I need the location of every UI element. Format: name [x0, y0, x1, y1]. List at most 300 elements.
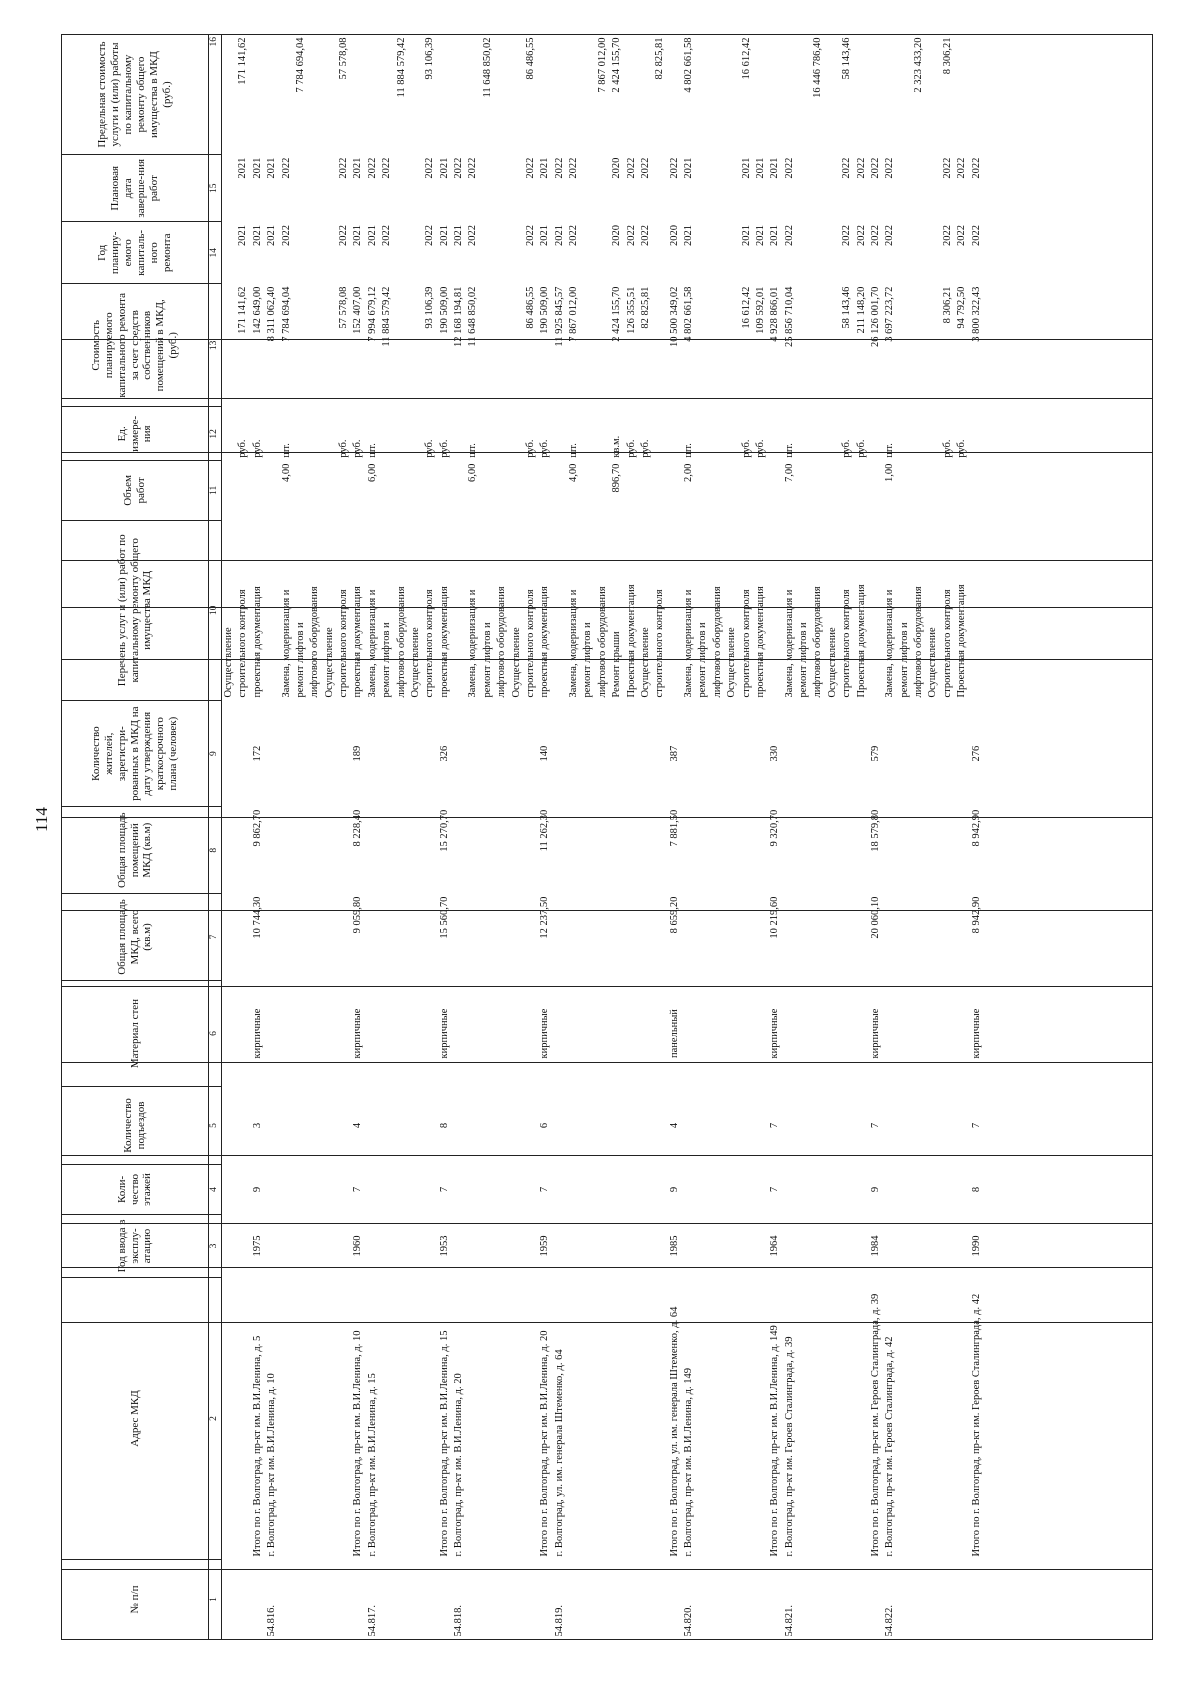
- cell-col-4: [826, 1164, 840, 1214]
- cell-col-6: [682, 980, 696, 1086]
- column-header-9: Количество жителей, зарегистри-рованных в МКД на дату утверждения краткосрочного плана (человек): [62, 701, 209, 807]
- cell-col-6: [323, 980, 337, 1086]
- cell-col-5: [395, 1087, 409, 1165]
- cell-col-15: 2022: [869, 157, 881, 179]
- cell-col-1: [668, 1560, 682, 1640]
- column-divider: [61, 1223, 1153, 1224]
- cell-col-4: [409, 1164, 423, 1214]
- cell-col-14: 2022: [869, 224, 881, 246]
- column-header-15: Плановая дата заверше-ния работ: [62, 155, 209, 222]
- cell-col-15: [912, 155, 926, 222]
- cell-col-8: [294, 807, 308, 894]
- cell-col-7: 20 060,10: [869, 896, 881, 939]
- cell-col-7: [711, 894, 725, 981]
- cell-col-14: [797, 222, 811, 284]
- cell-col-5: [883, 1087, 897, 1165]
- cell-col-11: [826, 461, 840, 520]
- cell-col-7: 12 237,50: [539, 896, 551, 939]
- cell-col-14: 2022: [424, 224, 436, 246]
- cell-col-1: [323, 1560, 337, 1640]
- cell-col-9: [912, 701, 926, 807]
- cell-col-12: руб.: [754, 439, 766, 458]
- cell-col-11: [481, 461, 495, 520]
- cell-col-11: [754, 461, 768, 520]
- cell-col-10: ремонт лифтов и: [582, 622, 594, 698]
- cell-col-8: [265, 807, 279, 894]
- cell-col-6: [653, 980, 667, 1086]
- cell-col-6: [409, 980, 423, 1086]
- cell-col-1: [926, 1560, 940, 1640]
- cell-col-8: [740, 807, 754, 894]
- cell-col-15: [811, 155, 825, 222]
- cell-col-2: Итого по г. Волгоград, пр-кт им. В.И.Ленина, д. 149: [769, 1325, 781, 1557]
- cell-col-15: 2022: [625, 157, 637, 179]
- cell-col-4: [466, 1164, 480, 1214]
- cell-col-1: [466, 1560, 480, 1640]
- cell-col-7: 9 059,80: [352, 896, 364, 934]
- cell-col-4: [783, 1164, 797, 1214]
- cell-col-15: [898, 155, 912, 222]
- cell-col-16: 8 306,21: [941, 37, 953, 75]
- cell-col-8: [337, 807, 351, 894]
- cell-col-10: Замена, модернизация и: [280, 589, 292, 698]
- cell-col-4: [236, 1164, 250, 1214]
- cell-col-4: [754, 1164, 768, 1214]
- cell-col-13: 3 697 223,72: [884, 286, 896, 342]
- cell-col-4: [581, 1164, 595, 1214]
- table-row: [466, 35, 480, 1640]
- cell-col-2: [481, 1277, 495, 1559]
- cell-col-14: [581, 222, 595, 284]
- column-number-16: 16: [209, 35, 222, 155]
- cell-col-1: [639, 1560, 653, 1640]
- cell-col-13: [811, 284, 825, 407]
- column-header-6: Материал стен: [62, 980, 209, 1086]
- cell-col-15: [653, 155, 667, 222]
- cell-col-7: [323, 894, 337, 981]
- cell-col-11: [438, 461, 452, 520]
- cell-col-4: [481, 1164, 495, 1214]
- cell-col-5: [366, 1087, 380, 1165]
- cell-col-14: [826, 222, 840, 284]
- cell-col-9: [495, 701, 509, 807]
- cell-col-2: [567, 1277, 581, 1559]
- cell-col-10: строительного контроля: [237, 589, 249, 698]
- cell-col-4: [610, 1164, 624, 1214]
- column-header-13: Стоимость планируемого капитального ремонта за счет средств собственников помещений в МКД, (руб.): [62, 284, 209, 407]
- cell-col-10: Замена, модернизация и: [683, 589, 694, 698]
- cell-col-14: [926, 222, 940, 284]
- cell-col-9: [682, 701, 696, 807]
- cell-col-10: Замена, модернизация и: [366, 589, 378, 698]
- cell-col-12: руб.: [855, 439, 867, 458]
- cell-col-16: [783, 35, 797, 155]
- cell-col-10: лифтового оборудования: [711, 586, 723, 698]
- cell-col-16: 16 446 786,40: [812, 37, 824, 98]
- cell-col-9: [596, 701, 610, 807]
- cell-col-5: [452, 1087, 466, 1165]
- cell-col-7: 8 659,20: [668, 896, 680, 934]
- cell-col-2: [409, 1277, 423, 1559]
- cell-col-4: [740, 1164, 754, 1214]
- cell-col-2: [294, 1277, 308, 1559]
- cell-col-4: [840, 1164, 854, 1214]
- cell-col-1: [970, 1560, 984, 1640]
- cell-col-2: [308, 1277, 322, 1559]
- cell-col-14: 2021: [366, 224, 378, 246]
- cell-col-8: 11 262,30: [539, 809, 551, 852]
- cell-col-2: Итого по г. Волгоград, пр-кт им. Героев Сталинграда, д. 39: [869, 1293, 881, 1557]
- cell-col-13: [898, 284, 912, 407]
- cell-col-9: [625, 701, 639, 807]
- cell-col-2: [380, 1277, 394, 1559]
- table-row: [696, 35, 710, 1640]
- cell-col-4: [653, 1164, 667, 1214]
- cell-col-5: [265, 1087, 279, 1165]
- cell-col-12: руб.: [740, 439, 752, 458]
- cell-col-7: [553, 894, 567, 981]
- cell-col-9: [826, 701, 840, 807]
- cell-col-6: [754, 980, 768, 1086]
- cell-col-6: панельный: [668, 1009, 680, 1058]
- cell-col-1: [510, 1560, 524, 1640]
- cell-col-13: [495, 284, 509, 407]
- cell-col-11: [797, 461, 811, 520]
- cell-col-16: [581, 35, 595, 155]
- table-row: [668, 35, 682, 1640]
- cell-col-9: [696, 701, 710, 807]
- cell-col-11: [711, 461, 725, 520]
- cell-col-9: [567, 701, 581, 807]
- cell-col-4: [711, 1164, 725, 1214]
- cell-col-8: [481, 807, 495, 894]
- cell-col-10: лифтового оборудования: [496, 586, 508, 698]
- cell-col-6: [510, 980, 524, 1086]
- cell-col-2: [524, 1277, 538, 1559]
- table-row: [481, 35, 495, 1640]
- cell-col-4: [510, 1164, 524, 1214]
- table-row: [308, 35, 322, 1640]
- cell-col-5: [596, 1087, 610, 1165]
- cell-col-10: проектная документация: [438, 586, 450, 698]
- cell-col-6: [711, 980, 725, 1086]
- cell-col-9: [366, 701, 380, 807]
- cell-col-14: 2022: [639, 224, 651, 246]
- cell-col-14: 2021: [352, 224, 364, 246]
- cell-col-6: [740, 980, 754, 1086]
- column-divider: [61, 560, 1153, 561]
- cell-col-7: 15 560,70: [438, 896, 450, 939]
- cell-col-16: [323, 35, 337, 155]
- cell-col-11: [869, 461, 883, 520]
- cell-col-13: [912, 284, 926, 407]
- cell-col-12: руб.: [338, 439, 349, 458]
- cell-col-14: [596, 222, 610, 284]
- cell-col-7: [840, 894, 854, 981]
- cell-col-1: [797, 1560, 811, 1640]
- cell-col-4: [955, 1164, 969, 1214]
- table-row: [811, 35, 825, 1640]
- cell-col-11: 4,00: [280, 463, 292, 483]
- cell-col-5: [711, 1087, 725, 1165]
- cell-col-7: [524, 894, 538, 981]
- cell-col-15: [294, 155, 308, 222]
- cell-col-6: [495, 980, 509, 1086]
- cell-col-11: 6,00: [366, 463, 378, 483]
- cell-col-12: шт.: [783, 443, 795, 458]
- column-header-16: Предельная стоимость услуги и (или) работы по капитальному ремонту общего имущества в МКД (руб.): [62, 35, 209, 155]
- cell-col-9: [423, 701, 437, 807]
- cell-col-13: 82 825,81: [639, 286, 651, 329]
- cell-col-4: 9: [869, 1186, 881, 1193]
- cell-col-1: [826, 1560, 840, 1640]
- cell-col-11: [452, 461, 466, 520]
- cell-col-7: [955, 894, 969, 981]
- cell-col-3: 1953: [438, 1235, 450, 1257]
- cell-col-2: [941, 1277, 955, 1559]
- cell-col-2: [610, 1277, 624, 1559]
- cell-col-15: 2021: [740, 157, 752, 179]
- cell-col-1: 54.818.: [453, 1605, 464, 1637]
- cell-col-14: 2022: [625, 224, 637, 246]
- cell-col-10: [452, 520, 466, 700]
- cell-col-4: [452, 1164, 466, 1214]
- cell-col-14: [294, 222, 308, 284]
- cell-col-8: [366, 807, 380, 894]
- cell-col-7: [725, 894, 739, 981]
- cell-col-10: ремонт лифтов и: [381, 622, 393, 698]
- cell-col-7: [855, 894, 869, 981]
- cell-col-14: 2021: [740, 224, 752, 246]
- cell-col-9: 276: [970, 745, 982, 762]
- cell-col-15: [510, 155, 524, 222]
- cell-col-15: 2021: [251, 157, 263, 179]
- cell-col-11: [395, 461, 409, 520]
- cell-col-13: 11 925 845,57: [553, 286, 565, 347]
- cell-col-3: 1975: [251, 1235, 263, 1257]
- column-number-14: 14: [209, 222, 222, 284]
- cell-col-11: 7,00: [783, 463, 795, 483]
- cell-col-9: 172: [251, 745, 263, 762]
- cell-col-4: [265, 1164, 279, 1214]
- cell-col-5: [912, 1087, 926, 1165]
- cell-col-1: [308, 1560, 322, 1640]
- cell-col-9: [466, 701, 480, 807]
- capital-repair-table: [61, 34, 984, 1640]
- cell-col-7: [926, 894, 940, 981]
- cell-col-4: [294, 1164, 308, 1214]
- cell-col-6: [596, 980, 610, 1086]
- cell-col-1: [581, 1560, 595, 1640]
- cell-col-5: [797, 1087, 811, 1165]
- cell-col-10: Осуществление: [223, 627, 234, 698]
- cell-col-9: [898, 701, 912, 807]
- cell-col-6: кирпичные: [869, 1008, 881, 1059]
- cell-col-2: [926, 1277, 940, 1559]
- table-row: [682, 35, 696, 1640]
- cell-col-11: [696, 461, 710, 520]
- cell-col-1: [294, 1560, 308, 1640]
- cell-col-11: [855, 461, 869, 520]
- cell-col-7: [495, 894, 509, 981]
- cell-col-11: [308, 461, 322, 520]
- cell-col-10: лифтового оборудования: [395, 586, 407, 698]
- cell-col-10: ремонт лифтов и: [294, 622, 306, 698]
- cell-col-7: [481, 894, 495, 981]
- cell-col-7: 8 942,90: [970, 896, 982, 934]
- cell-col-16: [438, 35, 452, 155]
- table-row: [553, 35, 567, 1640]
- cell-col-9: [740, 701, 754, 807]
- header-row: [62, 35, 209, 1640]
- table-row: [251, 35, 265, 1640]
- cell-col-15: 2021: [539, 157, 551, 179]
- cell-col-15: [725, 155, 739, 222]
- cell-col-15: 2022: [366, 157, 378, 179]
- column-divider: [61, 1267, 1153, 1268]
- cell-col-2: [510, 1277, 524, 1559]
- cell-col-16: [351, 35, 365, 155]
- column-header-3: Год ввода в эксплу-атацию: [62, 1215, 209, 1278]
- cell-col-1: [855, 1560, 869, 1640]
- cell-col-4: 7: [438, 1186, 450, 1193]
- cell-col-5: [380, 1087, 394, 1165]
- cell-col-16: 57 578,08: [338, 37, 349, 80]
- cell-col-2: [236, 1277, 250, 1559]
- cell-col-15: [596, 155, 610, 222]
- table-row: [725, 35, 739, 1640]
- cell-col-2: Итого по г. Волгоград, пр-кт им. В.И.Ленина, д. 5: [251, 1335, 263, 1557]
- cell-col-4: [524, 1164, 538, 1214]
- cell-col-10: Осуществление: [726, 627, 738, 698]
- table-row: [883, 35, 897, 1640]
- cell-col-14: 2021: [769, 224, 781, 246]
- table-row: [323, 35, 337, 1640]
- cell-col-7: [222, 894, 237, 981]
- cell-col-11: [898, 461, 912, 520]
- column-divider: [61, 986, 1153, 987]
- cell-col-16: [366, 35, 380, 155]
- table-body: [222, 35, 984, 1640]
- cell-col-1: [538, 1560, 552, 1640]
- table-row: [840, 35, 854, 1640]
- cell-col-2: [811, 1277, 825, 1559]
- column-divider: [61, 659, 1153, 660]
- cell-col-10: Замена, модернизация и: [783, 589, 795, 698]
- cell-col-15: 2021: [438, 157, 450, 179]
- cell-col-8: [783, 807, 797, 894]
- cell-col-15: 2021: [754, 157, 766, 179]
- cell-col-2: Итого по г. Волгоград, пр-кт им. В.И.Ленина, д. 15: [438, 1330, 450, 1557]
- column-header-12: Ед. измере-ния: [62, 407, 209, 461]
- cell-col-8: [926, 807, 940, 894]
- cell-col-8: [596, 807, 610, 894]
- cell-col-4: [941, 1164, 955, 1214]
- cell-col-11: [941, 461, 955, 520]
- cell-col-13: 7 994 679,12: [366, 286, 378, 342]
- column-number-7: 7: [209, 894, 222, 981]
- cell-col-1: [625, 1560, 639, 1640]
- cell-col-2: [395, 1277, 409, 1559]
- cell-col-15: [481, 155, 495, 222]
- cell-col-8: [222, 807, 237, 894]
- column-number-4: 4: [209, 1164, 222, 1214]
- table-row: [768, 35, 782, 1640]
- cell-col-9: [797, 701, 811, 807]
- cell-col-9: [811, 701, 825, 807]
- column-number-12: 12: [209, 407, 222, 461]
- cell-col-6: [294, 980, 308, 1086]
- cell-col-13: 2 424 155,70: [611, 286, 623, 342]
- cell-col-9: [452, 701, 466, 807]
- cell-col-4: [898, 1164, 912, 1214]
- cell-col-5: [725, 1087, 739, 1165]
- cell-col-11: [538, 461, 552, 520]
- cell-col-1: [811, 1560, 825, 1640]
- cell-col-11: [970, 461, 984, 520]
- cell-col-4: 9: [251, 1186, 263, 1193]
- cell-col-13: 16 612,42: [740, 286, 752, 329]
- cell-col-9: [855, 701, 869, 807]
- cell-col-13: [481, 284, 495, 407]
- cell-col-4: [811, 1164, 825, 1214]
- cell-col-14: 2021: [539, 224, 551, 246]
- cell-col-11: [740, 461, 754, 520]
- cell-col-7: [653, 894, 667, 981]
- cell-col-7: [826, 894, 840, 981]
- cell-col-11: 6,00: [467, 463, 479, 483]
- cell-col-16: 171 141,62: [237, 37, 249, 85]
- table-row: [625, 35, 639, 1640]
- cell-col-11: [955, 461, 969, 520]
- cell-col-5: [826, 1087, 840, 1165]
- cell-col-9: [553, 701, 567, 807]
- cell-col-15: 2022: [841, 157, 853, 179]
- cell-col-8: [682, 807, 696, 894]
- cell-col-10: проектная документация: [251, 586, 263, 698]
- cell-col-13: [323, 284, 337, 407]
- cell-col-14: 2021: [453, 224, 464, 246]
- cell-col-13: 190 509,00: [438, 286, 450, 334]
- cell-col-9: [840, 701, 854, 807]
- cell-col-13: [725, 284, 739, 407]
- cell-col-2: [826, 1277, 840, 1559]
- cell-col-5: 4: [668, 1122, 680, 1129]
- table-row: [524, 35, 538, 1640]
- cell-col-13: 8 311 062,40: [266, 286, 278, 342]
- cell-col-10: строительного контроля: [338, 589, 349, 698]
- cell-col-4: 7: [769, 1186, 781, 1193]
- cell-col-1: [696, 1560, 710, 1640]
- cell-col-9: 189: [352, 745, 364, 762]
- cell-col-6: [524, 980, 538, 1086]
- column-number-1: 1: [209, 1560, 222, 1640]
- cell-col-12: шт.: [280, 443, 292, 458]
- table-row: [596, 35, 610, 1640]
- cell-col-5: 7: [869, 1122, 881, 1129]
- cell-col-7: [682, 894, 696, 981]
- cell-col-14: 2021: [553, 224, 565, 246]
- cell-col-11: [596, 461, 610, 520]
- cell-col-10: [869, 520, 883, 700]
- cell-col-15: 2022: [467, 157, 479, 179]
- cell-col-15: 2021: [683, 157, 694, 179]
- cell-col-10: строительного контроля: [841, 589, 853, 698]
- table-row: [438, 35, 452, 1640]
- cell-col-5: [840, 1087, 854, 1165]
- cell-col-8: [495, 807, 509, 894]
- cell-col-13: 12 168 194,81: [453, 286, 464, 347]
